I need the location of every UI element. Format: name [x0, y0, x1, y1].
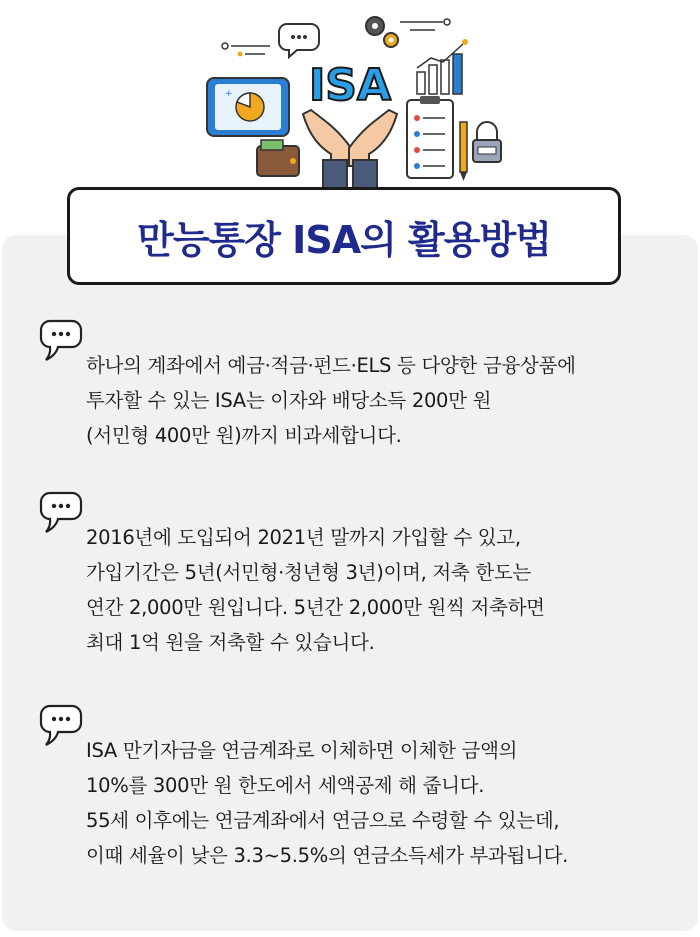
text-line: 최대 1억 원을 저축할 수 있습니다. — [86, 631, 375, 654]
text-line: 연간 2,000만 원입니다. 5년간 2,000만 원씩 저축하면 — [86, 596, 545, 619]
text-line: 10%를 300만 원 한도에서 세액공제 해 줍니다. — [86, 774, 485, 797]
wallet-icon — [257, 140, 299, 176]
clipboard-checklist-icon — [407, 96, 453, 178]
bar-chart-icon — [417, 39, 468, 94]
speech-bubble-icon — [38, 490, 84, 534]
section-text — [86, 733, 686, 873]
tablet-pie-chart-icon — [207, 78, 289, 136]
title-box — [67, 187, 621, 285]
hands-icon — [303, 110, 397, 188]
pencil-icon — [460, 122, 467, 181]
gears-icon — [366, 17, 450, 47]
text-line: 2016년에 도입되어 2021년 말까지 가입할 수 있고, — [86, 526, 521, 549]
isa-hero-illustration — [195, 10, 505, 190]
text-line: 가입기간은 5년(서민형·청년형 3년)이며, 저축 한도는 — [86, 561, 531, 584]
padlock-icon — [473, 122, 501, 162]
text-line: 55세 이후에는 연금계좌에서 연금으로 수령할 수 있는데, — [86, 809, 560, 832]
text-line: 하나의 계좌에서 예금·적금·펀드·ELS 등 다양한 금융상품에 — [86, 354, 576, 377]
speech-bubble-icon — [279, 24, 319, 57]
svg-text:+: + — [225, 89, 233, 99]
decorative-dots-icon — [222, 43, 270, 57]
text-line: 이때 세율이 낮은 3.3~5.5%의 연금소득세가 부과됩니다. — [86, 844, 569, 867]
speech-bubble-icon — [38, 703, 84, 747]
page-title: 만능통장 ISA의 활용방법 — [137, 217, 551, 262]
text-line: 투자할 수 있는 ISA는 이자와 배당소득 200만 원 — [86, 389, 492, 412]
section-text — [86, 348, 686, 453]
text-line: ISA 만기자금을 연금계좌로 이체하면 이체한 금액의 — [86, 739, 518, 762]
text-line: (서민형 400만 원)까지 비과세합니다. — [86, 424, 402, 447]
isa-logo-text: ISA — [308, 60, 392, 111]
section-text — [86, 520, 686, 660]
speech-bubble-icon — [38, 318, 84, 362]
